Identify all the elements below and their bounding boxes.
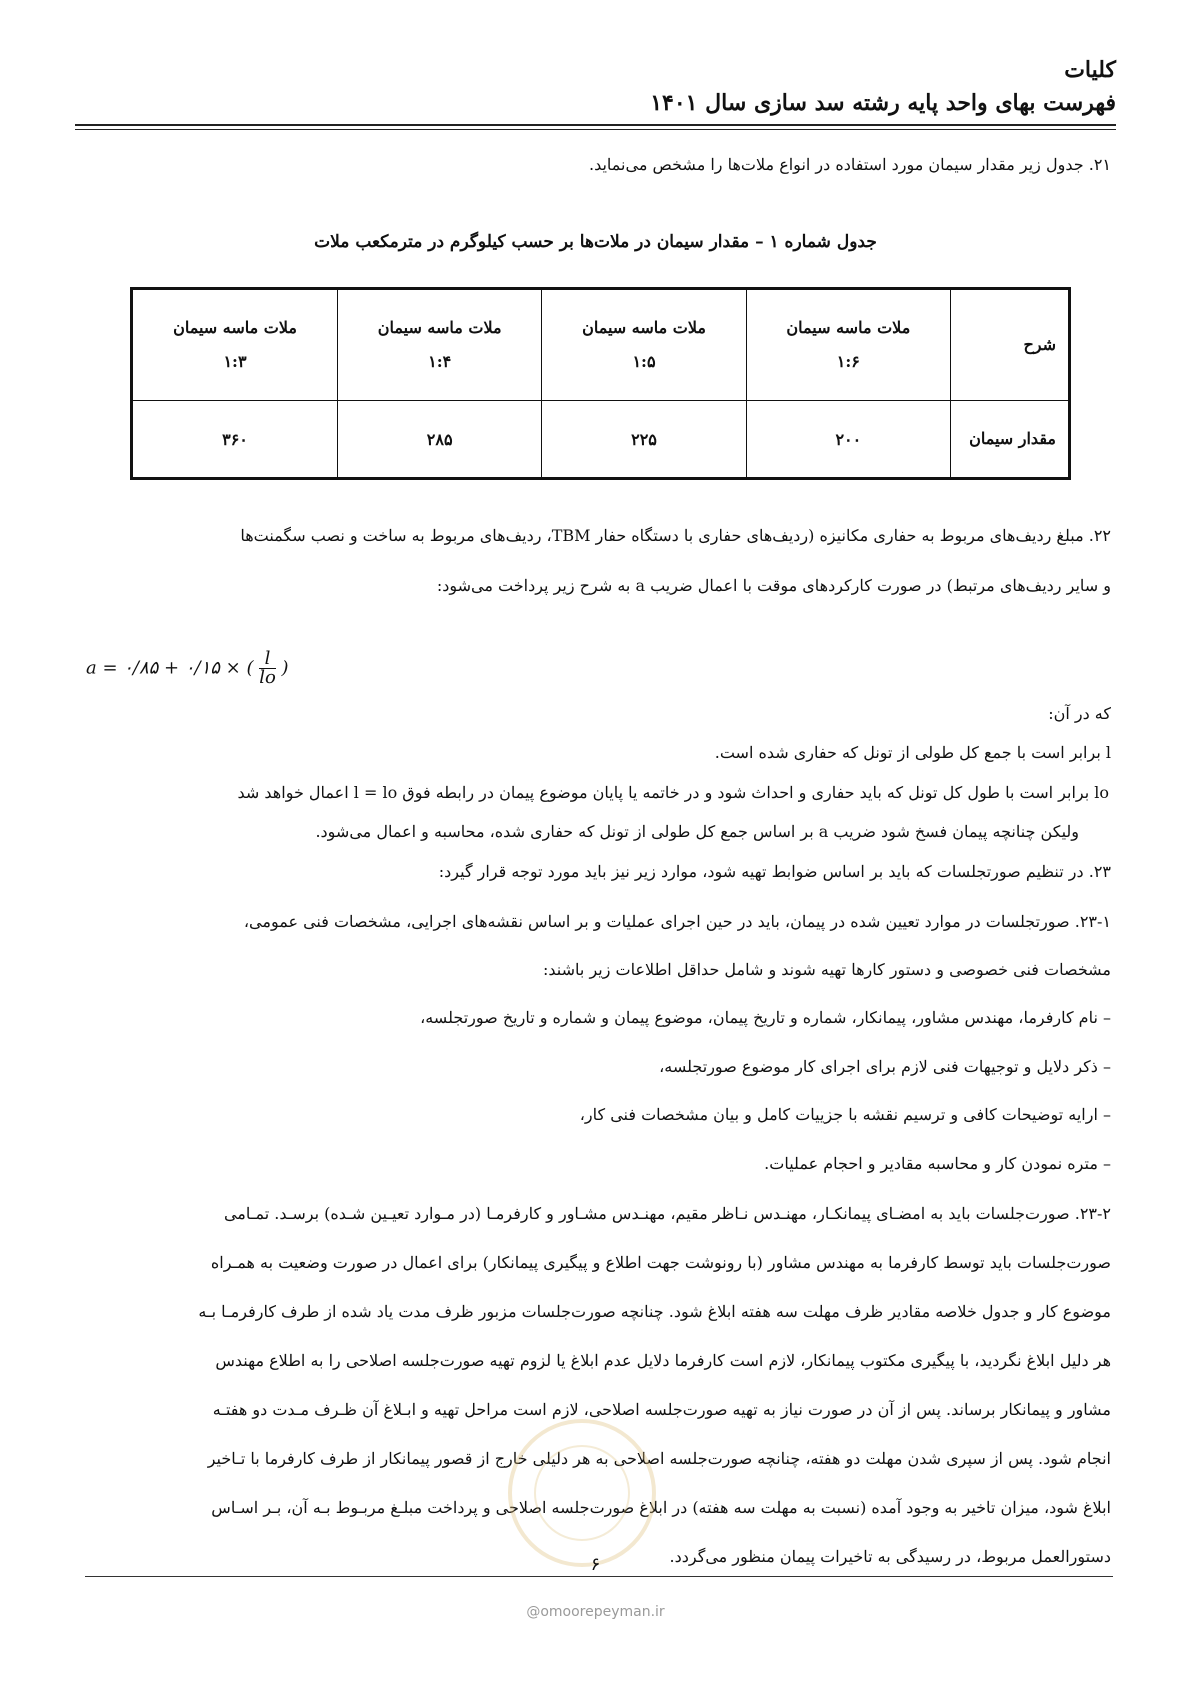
- item-23-2-line: ابلاغ شود، میزان تاخیر به وجود آمده (نسبت به مهلت سه هفته) در ابلاغ صورت‌جلسه اصلاحی و پرداخت مبلـغ مربـوط بـه آن، بـر اسـاس: [211, 1498, 1111, 1517]
- item-23-2-line: دستورالعمل مربوط، در رسیدگی به تاخیرات پیمان منظور می‌گردد.: [669, 1547, 1111, 1566]
- table-col-header: ملات ماسه سیمان ۱:۵: [542, 289, 746, 401]
- table-col-header: ملات ماسه سیمان ۱:۴: [338, 289, 542, 401]
- item-23-2-line: هر دلیل ابلاغ نگردید، با پیگیری مکتوب پیمانکار، لازم است کارفرما دلایل عدم ابلاغ یا لزوم تهیه صورت‌جلسه اصلاحی را به اطلاع مهندس: [215, 1351, 1111, 1370]
- table-cell: ۲۲۵: [542, 401, 746, 479]
- list-item: – متره نمودن کار و محاسبه مقادیر و احجام عملیات.: [764, 1154, 1111, 1173]
- item-23-2-line: موضوع کار و جدول خلاصه مقادیر ظرف مهلت سه هفته ابلاغ شود. چنانچه صورت‌جلسات مزبور ظرف مدت یاد شده از طرف کارفرمـا بـه: [198, 1302, 1111, 1321]
- item-22-line1: ۲۲. مبلغ ردیف‌های مربوط به حفاری مکانیزه (ردیف‌های حفاری با دستگاه حفار TBM، ردیف‌های مربوط به ساخت و نصب سگمنت‌ها: [240, 526, 1111, 545]
- item-23-2-line: انجام شود. پس از سپری شدن مهلت دو هفته، چنانچه صورت‌جلسه اصلاحی به هر دلیلی خارج از قصور پیمانکار از طرف کارفرما با تـاخیر: [207, 1449, 1111, 1468]
- header-rule-thick: [75, 124, 1116, 126]
- list-item: – ارایه توضیحات کافی و ترسیم نقشه با جزییات کامل و بیان مشخصات فنی کار،: [579, 1105, 1111, 1124]
- table-col-header: ملات ماسه سیمان ۱:۶: [746, 289, 950, 401]
- table-cell: ۳۶۰: [132, 401, 338, 479]
- header-title: کلیات: [1064, 57, 1116, 83]
- item-23-2-line: صورت‌جلسات باید توسط کارفرما به مهندس مشاور (با رونوشت جهت اطلاع و پیگیری پیمانکار) برای اعمال در صورت وضعیت به همـراه: [210, 1253, 1111, 1272]
- item-22-line2: و سایر ردیف‌های مرتبط) در صورت کارکردهای موقت با اعمال ضریب a به شرح زیر پرداخت می‌شود:: [436, 576, 1111, 595]
- list-item: – ذکر دلایل و توجیهات فنی لازم برای اجرای کار موضوع صورتجلسه،: [659, 1057, 1111, 1076]
- formula-rhs: ): [281, 657, 289, 679]
- table-col-header: ملات ماسه سیمان ۱:۳: [132, 289, 338, 401]
- cement-table: [130, 287, 1071, 480]
- website-watermark: @omoorepeyman.ir: [526, 1604, 665, 1620]
- item-23-intro: ۲۳. در تنظیم صورتجلسات که باید بر اساس ضوابط تهیه شود، موارد زیر نیز باید مورد توجه قرار گیرد:: [438, 862, 1111, 881]
- table-caption: جدول شماره ۱ – مقدار سیمان در ملات‌ها بر حسب کیلوگرم در مترمکعب ملات: [314, 232, 877, 252]
- header-rule-thin: [75, 129, 1116, 130]
- item-23-2-line: ۲۳-۲. صورت‌جلسات باید به امضـای پیمانکـار، مهنـدس نـاظر مقیم، مهنـدس مشـاور و کارفرمـا (در مـوارد تعیـین شـده) برسـد. تمـامی: [223, 1204, 1111, 1223]
- formula-denominator: lo: [259, 667, 276, 688]
- page-header: [75, 54, 1116, 120]
- where-intro: که در آن:: [1048, 704, 1111, 723]
- table-row-header: شرح: [951, 289, 1070, 401]
- header-subtitle: فهرست بهای واحد پایه رشته سد سازی سال ۱۴۰۱: [650, 90, 1116, 116]
- formula: [86, 650, 289, 687]
- table-cell: ۲۰۰: [746, 401, 950, 479]
- where-l-definition: l برابر است با جمع کل طولی از تونل که حفاری شده است.: [714, 743, 1111, 762]
- table-cell: ۲۸۵: [338, 401, 542, 479]
- watermark-seal: [508, 1419, 656, 1567]
- item-23-1-line1: ۲۳-۱. صورتجلسات در موارد تعیین شده در پیمان، باید در حین اجرای عملیات و بر اساس نقشه‌های اجرایی، مشخصات فنی عمومی،: [243, 912, 1111, 931]
- table-row-label: مقدار سیمان: [951, 401, 1070, 479]
- formula-fraction: [259, 650, 276, 687]
- where-lo-definition: lo برابر است با طول کل تونل که باید حفاری و احداث شود و در خاتمه یا پایان موضوع پیمان در رابطه فوق l = lo اعمال خواهد شد: [237, 783, 1109, 802]
- item-21: ۲۱. جدول زیر مقدار سیمان مورد استفاده در انواع ملات‌ها را مشخص می‌نماید.: [588, 155, 1111, 174]
- item-23-1-line2: مشخصات فنی خصوصی و دستور کارها تهیه شوند و شامل حداقل اطلاعات زیر باشند:: [543, 960, 1111, 979]
- item-23-2-line: مشاور و پیمانکار برساند. پس از آن در صورت نیاز به تهیه صورت‌جلسه اصلاحی، لازم است مراحل تهیه و ابـلاغ آن ظـرف مـدت دو هفتـه: [212, 1400, 1111, 1419]
- where-lo-definition-2: ولیکن چنانچه پیمان فسخ شود ضریب a بر اساس جمع کل طولی از تونل که حفاری شده، محاسبه و اعمال می‌شود.: [315, 822, 1079, 841]
- footer-rule: [85, 1576, 1113, 1577]
- formula-numerator: l: [259, 650, 276, 669]
- list-item: – نام کارفرما، مهندس مشاور، پیمانکار، شماره و تاریخ پیمان، موضوع پیمان و شماره و تاریخ صورتجلسه،: [420, 1008, 1111, 1027]
- page-number: ۶: [590, 1554, 601, 1575]
- formula-lhs: a = ۰/۸۵ + ۰/۱۵ × (: [86, 657, 254, 679]
